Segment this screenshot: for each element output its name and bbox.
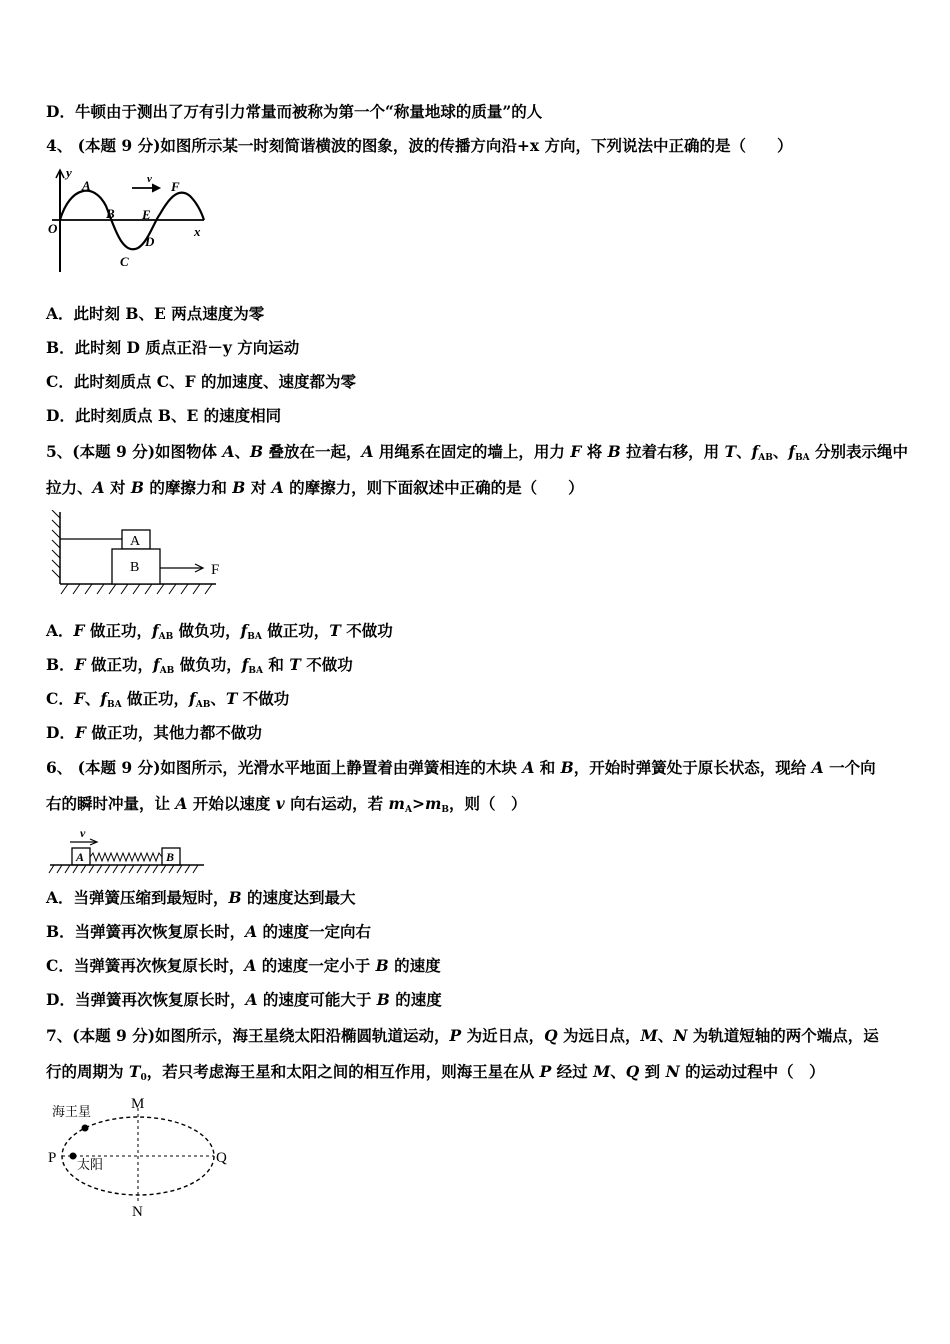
q7-orbit-figure — [44, 1094, 236, 1218]
q7-stem-line2: 行的周期为 $T_0$，若只考虑海王星和太阳之间的相互作用，则海王星在从 P 经过 M、Q 到 N 的运动过程中（ ） — [46, 1062, 825, 1083]
q4-label-b: B — [106, 206, 115, 221]
q6-label-b: B — [166, 850, 175, 864]
q6-label-a: A — [76, 850, 85, 864]
q4-stem: 4、 (本题 9 分)如图所示某一时刻简谐横波的图象，波的传播方向沿+x 方向，下列说法中正确的是（ ） — [46, 136, 793, 155]
q5-option-c: C．F、$f_{BA}$ 做正功，$f_{AB}$、T 不做功 — [46, 689, 290, 710]
q6-spring — [90, 853, 162, 861]
q5-blocks-figure — [44, 510, 234, 602]
q7-label-q: Q — [216, 1150, 227, 1166]
q5-label-b: B — [130, 560, 140, 575]
q4-label-v: v — [147, 173, 152, 185]
q6-option-d: D．当弹簧再次恢复原长时，A 的速度可能大于 B 的速度 — [46, 990, 442, 1009]
q6-spring-figure — [44, 826, 208, 876]
q5-option-a: A．F 做正功，$f_{AB}$ 做负功，$f_{BA}$ 做正功，T 不做功 — [46, 621, 393, 642]
q6-label-v: v — [80, 826, 86, 840]
q4-label-f: F — [171, 179, 180, 194]
q7-sun-dot — [70, 1153, 77, 1160]
q7-label-m: M — [131, 1096, 145, 1112]
q7-label-planet: 海王星 — [52, 1105, 92, 1120]
q4-label-a: A — [82, 178, 91, 193]
q4-label-o: O — [48, 221, 58, 236]
q7-label-p: P — [48, 1150, 57, 1166]
q6-option-b: B．当弹簧再次恢复原长时，A 的速度一定向右 — [46, 922, 372, 941]
q5-stem-line2: 拉力、A 对 B 的摩擦力和 B 对 A 的摩擦力，则下面叙述中正确的是（ ） — [46, 478, 584, 497]
q5-label-a: A — [130, 534, 141, 549]
q4-option-b: B．此时刻 D 质点正沿－y 方向运动 — [46, 338, 300, 357]
q4-option-d: D．此时刻质点 B、E 的速度相同 — [46, 406, 282, 425]
q5-label-f: F — [211, 562, 220, 578]
q4-wave-figure — [44, 166, 214, 276]
q6-option-c: C．当弹簧再次恢复原长时，A 的速度一定小于 B 的速度 — [46, 956, 441, 975]
q5-option-d: D．F 做正功，其他力都不做功 — [46, 723, 262, 742]
q7-stem-line1: 7、(本题 9 分)如图所示，海王星绕太阳沿椭圆轨道运动，P 为近日点，Q 为远日点，M、N 为轨道短轴的两个端点，运 — [46, 1026, 879, 1045]
q5-stem-line1: 5、(本题 9 分)如图物体 A、B 叠放在一起，A 用绳系在固定的墙上，用力 F 将 B 拉着右移，用 T、$f_{AB}$、$f_{BA}$ 分别表示绳中 — [46, 442, 909, 463]
q4-label-e: E — [142, 207, 151, 222]
q4-label-x: x — [194, 224, 201, 239]
q6-option-a: A．当弹簧压缩到最短时，B 的速度达到最大 — [46, 888, 356, 907]
q6-stem-line1: 6、 (本题 9 分)如图所示，光滑水平地面上静置着由弹簧相连的木块 A 和 B，开始时弹簧处于原长状态，现给 A 一个向 — [46, 758, 876, 777]
q4-label-c: C — [120, 254, 129, 269]
q3-option-d: D．牛顿由于测出了万有引力常量而被称为第一个“称量地球的质量”的人 — [46, 102, 543, 121]
q5-option-b: B．F 做正功，$f_{AB}$ 做负功，$f_{BA}$ 和 T 不做功 — [46, 655, 353, 676]
q7-planet-dot — [82, 1125, 89, 1132]
q4-option-c: C．此时刻质点 C、F 的加速度、速度都为零 — [46, 372, 356, 391]
q6-stem-line2: 右的瞬时冲量，让 A 开始以速度 v 向右运动，若 $m_A>m_B$，则（ ） — [46, 794, 527, 815]
q4-option-a: A．此时刻 B、E 两点速度为零 — [46, 304, 265, 323]
q7-label-sun: 太阳 — [77, 1158, 104, 1173]
q4-label-d: D — [145, 234, 155, 249]
q7-label-n: N — [132, 1204, 143, 1218]
q4-label-y: y — [66, 166, 72, 180]
